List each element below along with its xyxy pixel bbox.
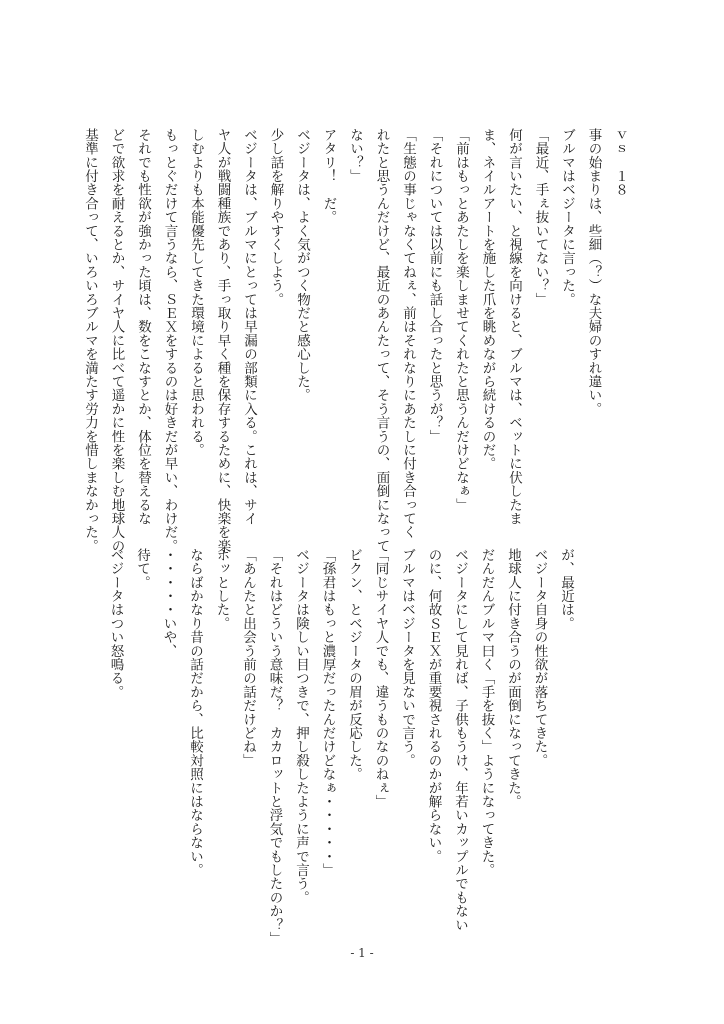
text-line: 「同じサイヤ人でも、違うものなのねぇ」 <box>372 548 389 809</box>
text-line: 「孫君はもっと濃厚だったんだけどなぁ・・・・・」 <box>319 548 336 877</box>
text-line: ベジータは、よく気がつく物だと感心した。 <box>294 128 310 402</box>
text-line: 待て。 <box>134 548 150 590</box>
text-line: 「前はもっとあたしを楽しませてくれたと思うんだけどなぁ」 <box>453 128 469 512</box>
text-line: ベジータにして見れば、子供もうけ、年若いカップルでもない <box>452 548 468 932</box>
page-number: - 1 - <box>350 946 374 960</box>
text-line: ブルマはベジータを見ないで言う。 <box>399 548 415 768</box>
text-line: 何が言いたい、と視線を向けると、ブルマは、ベットに伏したま <box>506 128 522 526</box>
text-line: のに、何故ＳＥＸが重要視されるのかが解らない。 <box>425 548 442 864</box>
text-line: 「それはどういう意味だ？ カカロットと浮気でもしたのか？」 <box>266 548 283 946</box>
text-line: ベジータはつい怒鳴る。 <box>107 548 124 699</box>
text-line: ・・・・・いや、 <box>160 548 177 658</box>
text-line: もっとぐだけて言うなら、ＳＥＸをするのは好きだが早い、わけだ。 <box>161 128 178 553</box>
text-line: ない？」 <box>347 128 363 183</box>
text-line: れたと思うんだけど、最近のあんたって、そう言うの、面倒になって <box>373 128 390 553</box>
upper-text-block <box>70 128 628 553</box>
text-line: 「あんたと出会う前の話だけどね」 <box>240 548 256 768</box>
text-line: それでも性欲が強かった頃は、数をこなすとか、体位を替えるな <box>135 128 151 526</box>
text-line: ま、ネイルアートを施した爪を眺めながら続けるのだ。 <box>479 128 496 471</box>
text-line: 「最近、手ぇ抜いてない？」 <box>532 128 549 307</box>
text-line: ベジータ自身の性欲が落ちてきた。 <box>531 548 548 768</box>
lower-text-block <box>95 548 574 946</box>
text-line: 基準に付き合って、いろいろブルマを満たす労力を惜しまなかった。 <box>82 128 98 553</box>
text-line: しむよりも本能優先してきた環境によると思われる。 <box>188 128 204 457</box>
text-line: 地球人に付き合うのが面倒になってきた。 <box>505 548 521 809</box>
text-line: 「生態の事じゃなくてねぇ、前はそれなりにあたしに付き合ってく <box>400 128 416 539</box>
text-line: アタリ！ だ。 <box>320 128 337 224</box>
text-line: ヤ人が戦闘種族であり、手っ取り早く種を保存するために、快楽を楽 <box>214 128 231 553</box>
text-line: だんだんブルマ曰く「手を抜く」ようになってきた。 <box>478 548 495 877</box>
text-line: ホッとした。 <box>213 548 230 631</box>
text-line: どで欲求を耐えるとか、サイヤ人に比べて遥かに性を楽しむ地球人の <box>108 128 125 553</box>
text-line: 少し話を解りやすくしよう。 <box>267 128 284 307</box>
text-line: 事の始まりは、些細（？）な夫婦のすれ違い。 <box>585 128 602 416</box>
text-line: ベジータは、ブルマにとっては早漏の部類に入る。これは、サイ <box>241 128 257 526</box>
chapter-title: ｖｓ １８ <box>612 128 628 197</box>
text-line: ビクン、とベジータの眉が反応した。 <box>346 548 362 781</box>
text-line: が、最近は。 <box>558 548 574 631</box>
text-line: ベジータは険しい目つきで、押し殺したように声で言う。 <box>293 548 309 905</box>
text-line: ならばかなり昔の話だから、比較対照にはならない。 <box>187 548 203 877</box>
text-line: ブルマはベジータに言った。 <box>559 128 575 307</box>
text-line: 「それについては以前にも話し合ったと思うが？」 <box>426 128 443 444</box>
